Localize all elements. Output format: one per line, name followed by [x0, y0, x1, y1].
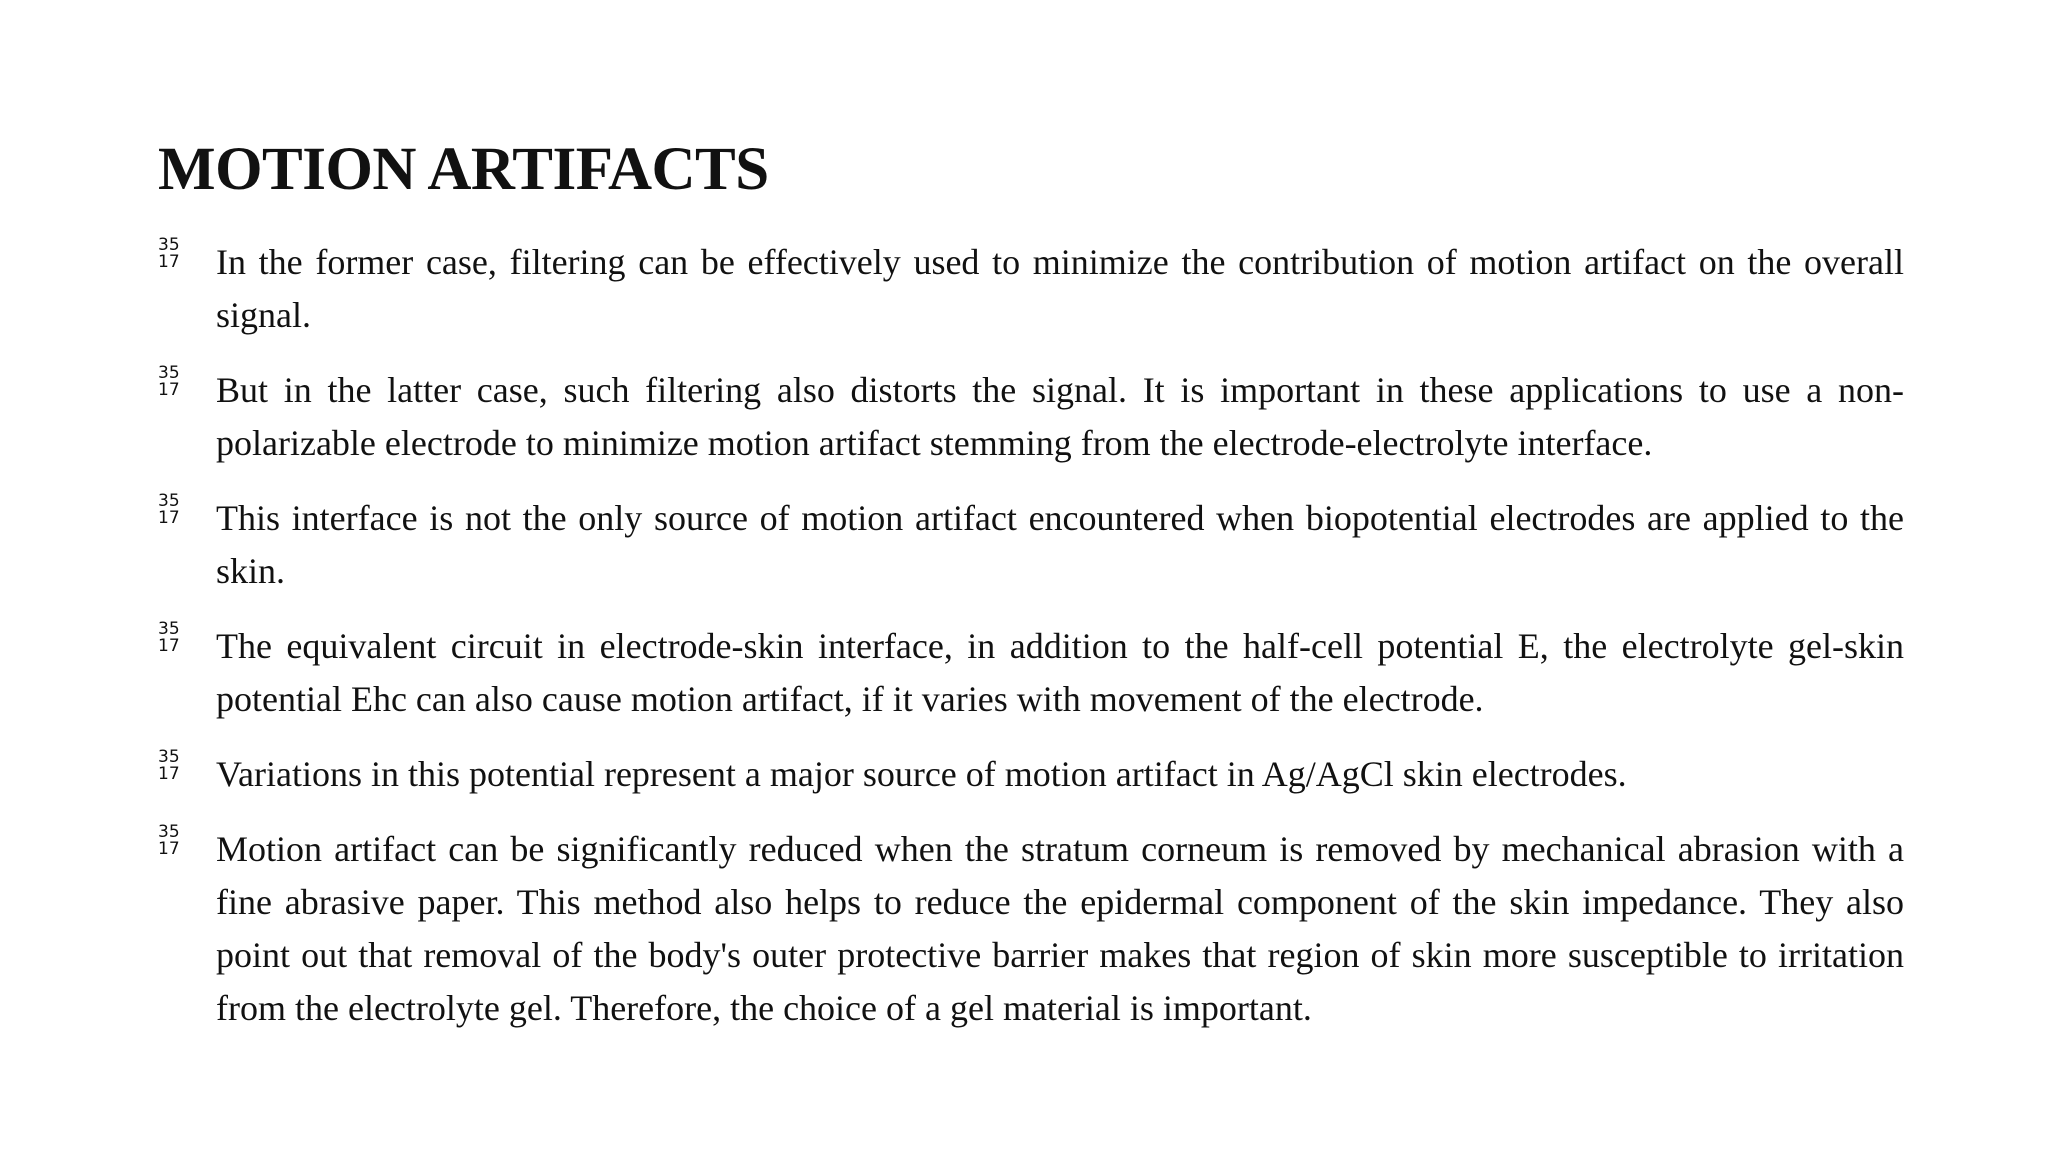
bullet-marker-icon: 35 17 — [158, 363, 180, 400]
bullet-text: Motion artifact can be significantly reduced when the stratum corneum is removed by mechanical abrasion with a fine abrasive paper. This method also helps to reduce the epidermal component of the skin impedance. They also point out that removal of the body's outer protective barrier makes that region of skin more susceptible to irritation from the electrolyte gel. Therefore, the choice of a gel material is important. — [216, 829, 1904, 1028]
bullet-item — [158, 823, 1904, 1035]
bullet-marker-icon: 35 17 — [158, 235, 180, 272]
bullet-text: The equivalent circuit in electrode-skin interface, in addition to the half-cell potential E, the electrolyte gel-skin potential Ehc can also cause motion artifact, if it varies with movement of the electrode. — [216, 626, 1904, 719]
bullet-item — [158, 492, 1904, 598]
bullet-text: This interface is not the only source of motion artifact encountered when biopotential electrodes are applied to the skin. — [216, 498, 1904, 591]
bullet-text: But in the latter case, such filtering also distorts the signal. It is important in these applications to use a non-polarizable electrode to minimize motion artifact stemming from the electrode-electrolyte interface. — [216, 370, 1904, 463]
bullet-item — [158, 364, 1904, 470]
slide-title: MOTION ARTIFACTS — [158, 136, 769, 203]
bullet-list — [158, 236, 1904, 1057]
bullet-marker-icon: 35 17 — [158, 747, 180, 784]
bullet-item — [158, 620, 1904, 726]
bullet-marker-icon: 35 17 — [158, 822, 180, 859]
bullet-marker-icon: 35 17 — [158, 619, 180, 656]
bullet-text: In the former case, filtering can be effectively used to minimize the contribution of motion artifact on the overall signal. — [216, 242, 1904, 335]
bullet-item — [158, 748, 1904, 801]
bullet-text: Variations in this potential represent a major source of motion artifact in Ag/AgCl skin electrodes. — [216, 754, 1627, 794]
bullet-marker-icon: 35 17 — [158, 491, 180, 528]
bullet-item — [158, 236, 1904, 342]
